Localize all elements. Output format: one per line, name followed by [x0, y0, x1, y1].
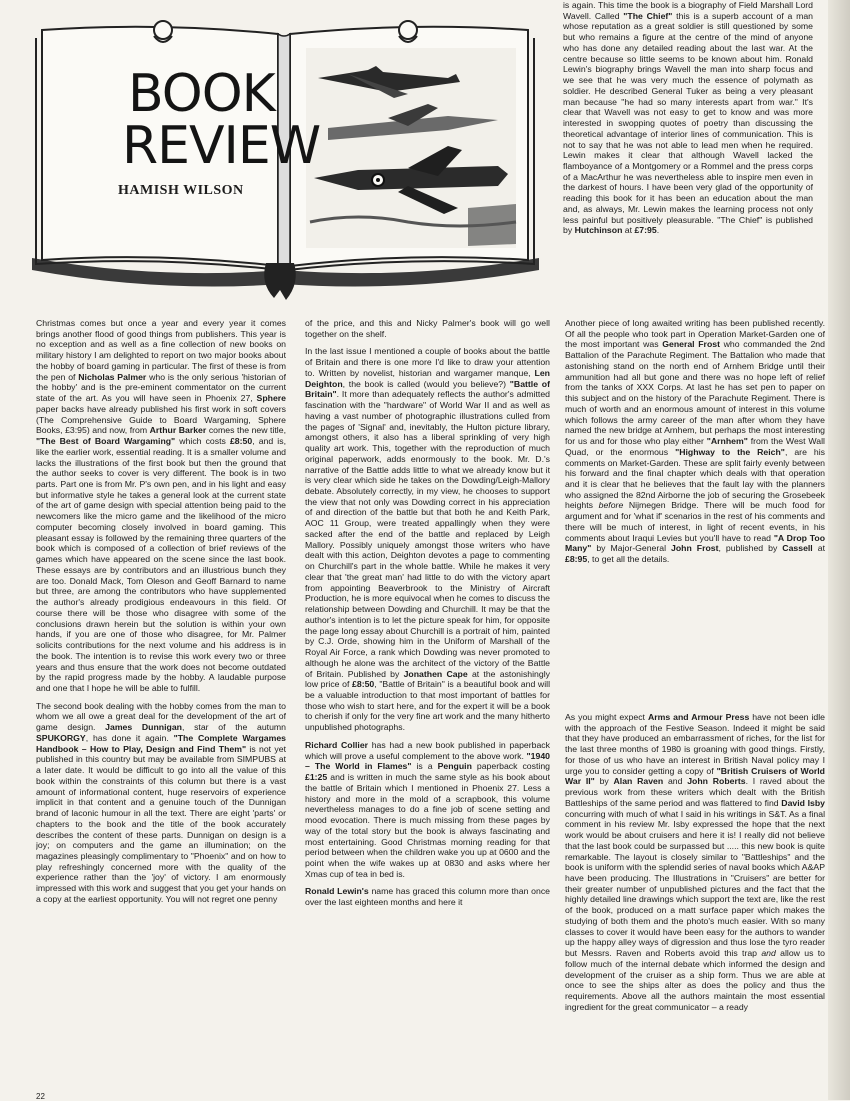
ornament-left	[154, 21, 172, 42]
article-paragraph: Christmas comes but once a year and every year it comes brings another flood of good things from publishers. This year is no exception and as well as a fine collection of new books on military history I am delighted to report on two major books about the hobby of board gaming in particular. The first of these is from the pen of Nicholas Palmer who is the only serious 'historian of the hobby' and is the pre-eminent commentator on the current state of the art. As you will have seen in Phoenix 27, Sphere paper backs have already published his first work in soft covers (The Comprehensive Guide to Board Wargaming, Sphere Books, £3:95) and now, from Arthur Barker comes the new title, "The Best of Board Wargaming" which costs £8:50, and is, like the earlier work, essential reading. It is a smaller volume and lacks the illustrations of the first book but then the ground that the author seeks to cover is very different. The book is in two parts. Part one is from Mr. P's own pen, and in his light and easy but informative style he takes a general look at the current state of the art of game design with special attention being paid to the newcomers like the micro game and the likelihood of the micro computer becoming closely involved in board gaming. This pleasant essay is followed by the remaining three quarters of the book which is composed of a collection of brief reviews of the games which have appeared on the scene since the last book. These essays are by contributors and an illustrious bunch they are too. Donald Mack, Tom Oleson and Geoff Barnard to name but three, are among the contributors who have supplemented the author's already prodigious endeavours in this field. Of course there will be those who disagree with some of the conclusions drawn herein but the solution is within your own hands, if you are one of those who disagree, for Mr. Palmer solicits contributions for the next volume and his address is in the book. The intention is to revise this work every two or three years and thus ensure that the work does not become outdated by the rapid progress made by the hobby. A laudable purpose and one that I hope he will be able to fulfill.	[36, 318, 286, 693]
column-right-lower	[565, 712, 825, 1098]
page-edge	[828, 0, 850, 1100]
article-paragraph: Another piece of long awaited writing has been published recently. Of all the people who took part in Operation Market-Garden one of the most important was General Frost who commanded the 2nd Battalion of the Parachute Regiment. The Battalion who made that astonishing stand on the north end of Arnhem Bridge until their ammunition had all but gone and there was no hope left of relief from the tanks of XXX Corps. At last he has set pen to paper on this subject and on the history of the Parachute Regiment. There is much of worth and an enormous amount of interest in this volume which follows the army career of the man after whom they have named the new bridge at Arnhem, but perhaps the most interesting for us and for those who play either "Arnhem" from the West Wall Quad, or the enormous "Highway to the Reich", are his comments on Market-Garden. These are split fairly evenly between his forward and the final chapter which deals with that operation and it is clear that he believes that the fault lay with the planners who assigned the 82nd Airborne the job of securing the Grosebeek heights before Nijmegen Bridge. There will be much food for argument and for 'what if' scenarios in the rest of his comments and there will be much of interest, in light of recent events, in his comments about Iraqui Levies but you'll have to read "A Drop Too Many" by Major-General John Frost, published by Cassell at £8:95, to get all the details.	[565, 318, 825, 565]
ornament-right	[399, 21, 417, 42]
article-paragraph: As you might expect Arms and Armour Press have not been idle with the approach of the Festive Season. Indeed it might be said that they have produced an embarrassment of riches, for the list for the last three months of 1980 is groaning with good things. Firstly, for those of us who have an interest in British Naval policy may I urge you to consider getting a copy of "British Cruisers of World War II" by Alan Raven and John Roberts. I raved about the previous work from these writers which dealt with the British Battleships of the same period and was flattered to find David Isby concurring with much of what I said in his writings in S&T. As a final comment in his review Mr. Isby expressed the hope that the next work would be about cruisers and here it is! I really did not believe that the last book could be surpassed but ..... this new book is quite remarkable. The layout is closely similar to "Battleships" and the book is uniform with the splendid series of naval books which A&AP have been producing. The Illustrations in "Cruisers" are better for their greater number of unpublished pictures and the fact that the highly detailed line drawings which support the text are, like the rest of the book, produced on a matt surface paper which makes the studying of both them and the photo's much easier. With so many classes to cover it would have been easy for the authors to wander up the happy alley ways of digression and thus lose the tyro reader but Messrs. Raven and Roberts avoid this trap and allow us to follow much of the internal debate which informed the design and development of the cruiser as a ship form. Thus we are able at once to see the ships alter as does the policy and thus the requirements. Above all the authors maintain the most essential ingredient for the great communicator – a ready	[565, 712, 825, 1012]
column-left	[36, 318, 286, 1098]
column-top-right	[563, 0, 813, 300]
article-paragraph: of the price, and this and Nicky Palmer's book will go well together on the shelf.	[305, 318, 550, 339]
column-middle	[305, 318, 550, 1098]
article-paragraph: is again. This time the book is a biography of Field Marshall Lord Wavell. Called "The Chief" this is a superb account of a man whose reputation as a great soldier is still questioned by some but who remains a figure at the centre of the mind of anyone who has done any detailed reading about the last war. At the centre because so little seems to be known about him. Ronald Lewin's biography brings Wavell the man into sharp focus and we see that he was very much the essence of polymath as soldier. He described General Tuker as being a very pleasant man because "he had so many interests apart from war." It's clear that Wavell was not easy to get to know and was more interested in swopping quotes of poetry than discussing the theoretical advantage of interior lines of communication. This is not to say that he was not able to lead men when he required. Lewin makes it clear that although Wavell lacked the flamboyance of a Montgomery or a Rommel and the press corps of a MacArthur he was nevertheless able to inspire men even in the darkest of hours. I have been very glad of the opportunity of reading this book for it has been an education about the man and, as always, Mr. Lewin makes the learning process not only less painful but positively pleasurable. "The Chief" is published by Hutchinson at £7:95.	[563, 0, 813, 236]
page-number: 22	[36, 1092, 45, 1101]
aircraft-drawing	[306, 48, 516, 248]
author-byline: HAMISH WILSON	[118, 183, 244, 198]
title-book: BOOK	[128, 64, 275, 124]
article-paragraph: The second book dealing with the hobby comes from the man to whom we all owe a great deal for the development of the art of game design. James Dunnigan, star of the autumn SPUKORGY, has done it again. "The Complete Wargames Handbook – How to Play, Design and Find Them" is not yet published in this country but may be available from SIMPUBS at a later date. It would be difficult to go into all the value of this book within the constraints of this column but there is a vast amount of informational content, huge reservoirs of experience implicit in that content and a genuine touch of the Dunnigan brand of laconic humour in all the text. There are eight 'parts' or chapters to the book and the title of the book accurately describes the content of these parts. Dunnigan on design is a joy; on computers and the game an illumination; on the magazines pleasingly complimentary to "Phoenix" and on how to play refreshingly concerned more with the quality of the experience rather than the 'joy' of victory. I am enormously impressed with this work and suggest that you get your hands on a copy at the earliest opportunity. You will not regret one penny	[36, 700, 286, 904]
article-paragraph: Ronald Lewin's name has graced this column more than once over the last eighteen months and here it	[305, 886, 550, 908]
title-review: REVIEW	[122, 116, 321, 176]
column-right-upper	[565, 318, 825, 708]
article-paragraph: In the last issue I mentioned a couple of books about the battle of Britain and there is one more I'd like to draw your attention to. Written by novelist, historian and wargamer manque, Len Deighton, the book is called (would you believe?) "Battle of Britain". It more than adequately reflects the author's admitted fascination with the "hardware" of World War II and as well as having a vast number of photographic illustrations culled from the pages of 'Signal' and, inevitably, the Hulton picture library, amongst others, it also has a liberal sprinkling of very high quality art work. This, together with the reproduction of much original paperwork, adds enormously to the book. Mr. D.'s narrative of the Battle adds little to what we already know but it is very clear which side he takes on the Dowding/Leigh-Mallory debate. Absolutely correctly, in my view, he chooses to support the view that not only was Dowding correct in his appreciation of and direction of the battle but that both he and Keith Park, AOC 11 Group, were treated appallingly when they were sacked after the end of the battle and replaced by Leigh Mallory. Possibly uniquely amongst those writers who have dealt with this action, Deighton devotes a page to commenting on Churchill's part in the whole battle. While he makes it very clear that 'the great man' had little to do with the victory apart from appointing Beaverbrook to the Ministry of Aircraft Production, he is more equivocal when he comes to discuss the relationship between Dowding and Churchill. It may be that the author's intention is to let the picture speak for him, for opposite the page long essay about Churchill is a portrait of him, painted by C.J. Orde, showing him in the Uniform of Marshall of the Royal Air Force, a rank which Dowding was never promoted to although he alone was the architect of the victory of the Battle of Britain. Published by Jonathen Cape at the astonishingly low price of £8:50, "Battle of Britain" is a beautiful book and will be a valuable introduction to that most important of battles for those who wish to start here, and for the expert it will be a book to cherish if only for the very fine art work and the many hitherto unpublished photographs.	[305, 346, 550, 733]
article-paragraph: Richard Collier has had a new book published in paperback which will prove a useful complement to the above work. "1940 – The World in Flames" is a Penguin paperback costing £1:25 and is written in much the same style as his book about the battle of Britain which I mentioned in Phoenix 27. Less a history and more in the mold of a scrapbook, this volume nevertheless manages to do a fine job of scene setting and mood evocation. There is much missing from these pages by way of the total story but the book is always fascinating and most entertaining. Good Christmas morning reading for that period between when the children wake you up at 0600 and the point when the wife wakes up at 0830 and asks where her Xmas cup of tea in bed is.	[305, 739, 550, 879]
